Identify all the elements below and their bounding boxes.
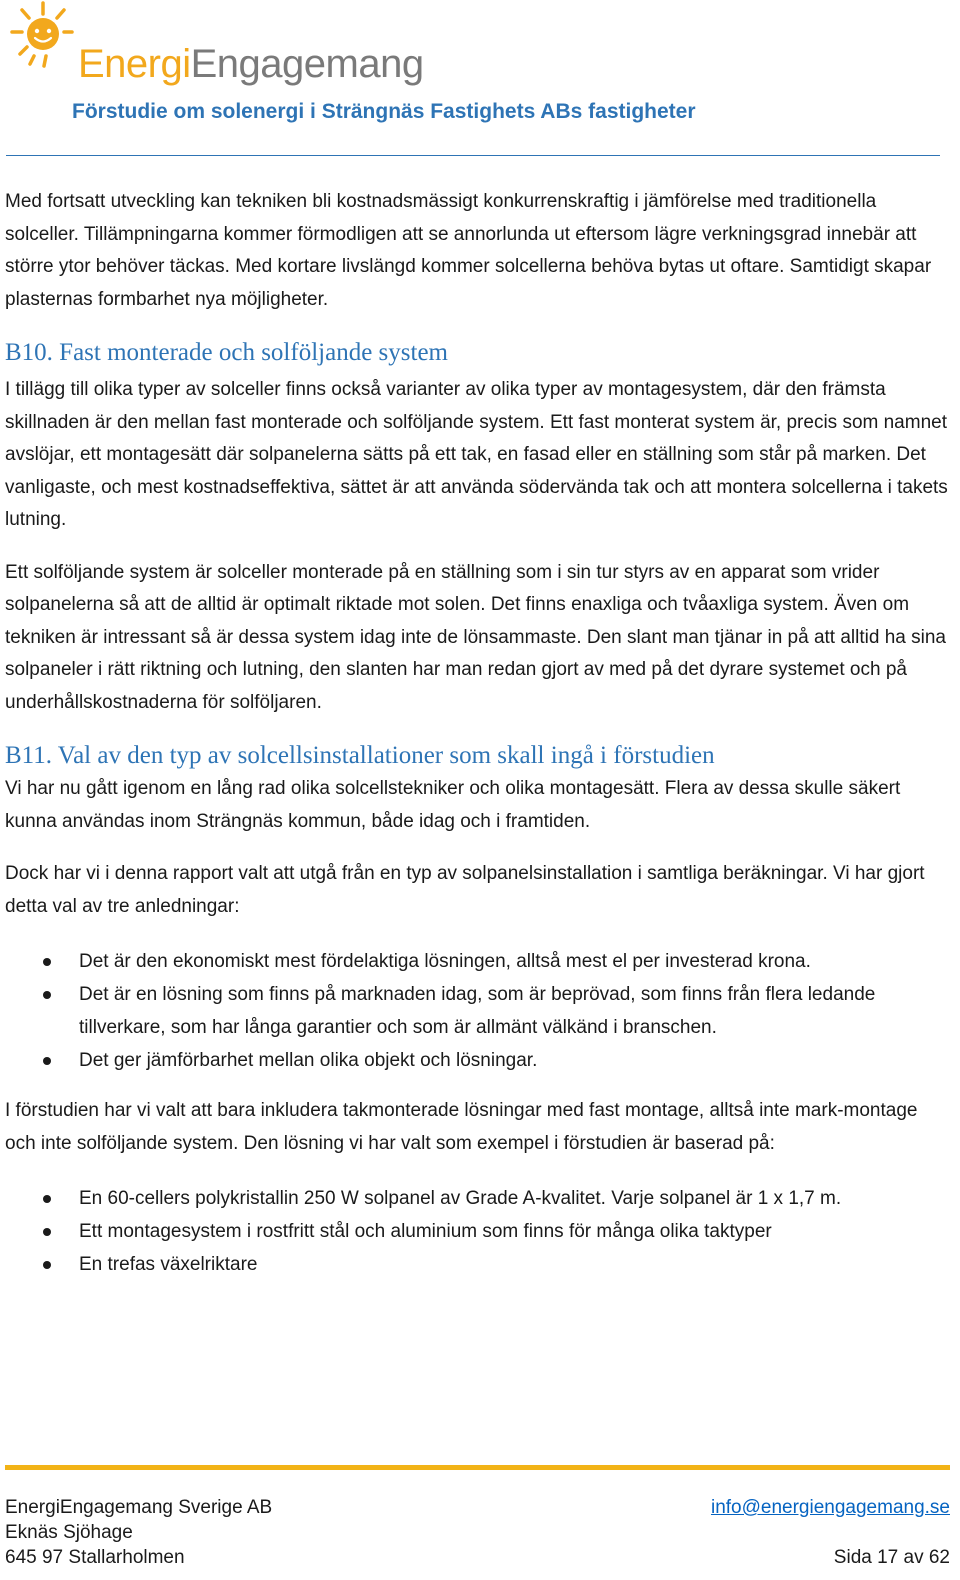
paragraph-intro: Med fortsatt utveckling kan tekniken bli kostnadsmässigt konkurrenskraftig i jämförelse med traditionella solceller. Tillämpningarna kommer förmodligen att se annorlunda ut eftersom lägre verkningsgrad innebär att större ytor behöver täckas. Med kortare livslängd kommer solcellerna behöva bytas ut oftare. Samtidigt skapar plasternas formbarhet nya möjligheter. — [5, 191, 932, 310]
logo-text-engagemang: Engagemang — [190, 42, 424, 86]
paragraph-b10-2: Ett solföljande system är solceller monterade på en ställning som i sin tur styrs av en apparat som vrider solpanelerna så att de alltid är optimalt riktade mot solen. Det finns enaxliga och tvåaxliga system. Även om tekniken är intressant så är dessa system idag inte de lönsammaste. Den slant man tjänar in på att alltid ha sina solpaneler i rätt riktning och lutning, den slanten har man redan gjort av med på det dyrare systemet och på underhållskostnaderna för solföljaren. — [5, 561, 946, 713]
list-item — [5, 1044, 950, 1077]
bullet-icon — [43, 1261, 51, 1269]
document-title: Förstudie om solenergi i Strängnäs Fastighets ABs fastigheter — [72, 100, 696, 123]
heading-b11: B11. Val av den typ av solcellsinstallationer som skall ingå i förstudien — [5, 742, 715, 769]
list-item — [5, 1215, 950, 1248]
bullet-icon — [43, 958, 51, 966]
paragraph-b11-3: I förstudien har vi valt att bara inkludera takmonterade lösningar med fast montage, alltså inte mark-montage och inte solföljande system. Den lösning vi har valt som exempel i förstudien är baserad på: — [5, 1100, 918, 1154]
email-link[interactable]: info@energiengagemang.se — [710, 1497, 950, 1518]
page-number: Sida 17 av 62 — [833, 1547, 950, 1568]
header-divider — [6, 155, 940, 156]
list-item-text: Det är en lösning som finns på marknaden idag, som är beprövad, som finns från flera ledande tillverkare, som har långa garantier och som är allmänt välkänd i branschen. — [79, 984, 876, 1038]
paragraph-b11-2: Dock har vi i denna rapport valt att utgå från en typ av solpanelsinstallation i samtliga beräkningar. Vi har gjort detta val av tre anledningar: — [5, 863, 925, 917]
reasons-list — [5, 945, 950, 1077]
page-body — [5, 186, 950, 1299]
paragraph-b11-1: Vi har nu gått igenom en lång rad olika solcellstekniker och olika montagesätt. Flera av dessa skulle säkert kunna användas inom Strängnäs kommun, både idag och i framtiden. — [5, 778, 901, 832]
page-header — [0, 0, 960, 160]
footer-address-line-2: 645 97 Stallarholmen — [5, 1547, 185, 1568]
company-logo — [8, 0, 428, 92]
list-item — [5, 945, 950, 978]
footer-divider — [5, 1465, 950, 1470]
list-item — [5, 1182, 950, 1215]
paragraph-b10-1: I tillägg till olika typer av solceller finns också varianter av olika typer av montagesystem, där den främsta skillnaden är den mellan fast monterade och solföljande system. Ett fast monterat system är, precis som namnet avslöjar, ett montagesätt där solpanelerna sätts på ett tak, en fasad eller en ställning som står på marken. Det vanligaste, och mest kostnadseffektiva, sättet är att använda södervända tak och att montera solcellerna i takets lutning. — [5, 379, 948, 530]
bullet-icon — [43, 1057, 51, 1065]
list-item-text: En 60-cellers polykristallin 250 W solpanel av Grade A-kvalitet. Varje solpanel är 1 x 1,7 m. — [79, 1188, 842, 1209]
footer-address — [5, 1495, 272, 1570]
list-item-text: Det ger jämförbarhet mellan olika objekt och lösningar. — [79, 1050, 538, 1071]
list-item-text: Ett montagesystem i rostfritt stål och aluminium som finns för många olika taktyper — [79, 1221, 772, 1242]
list-item — [5, 978, 950, 1044]
footer-address-line-1: Eknäs Sjöhage — [5, 1522, 133, 1543]
logo-text-energi: Energi — [78, 42, 191, 86]
bullet-icon — [43, 991, 51, 999]
heading-b10: B10. Fast monterade och solföljande system — [5, 339, 448, 366]
list-item-text: En trefas växelriktare — [79, 1254, 258, 1275]
bullet-icon — [43, 1228, 51, 1236]
logo-wordmark — [78, 40, 424, 88]
list-item-text: Det är den ekonomiskt mest fördelaktiga lösningen, alltså mest el per investerad krona. — [79, 951, 811, 972]
list-item — [5, 1248, 950, 1281]
bullet-icon — [43, 1195, 51, 1203]
footer-company: EnergiEngagemang Sverige AB — [5, 1497, 273, 1518]
solution-list — [5, 1182, 950, 1281]
sun-icon — [8, 0, 88, 70]
